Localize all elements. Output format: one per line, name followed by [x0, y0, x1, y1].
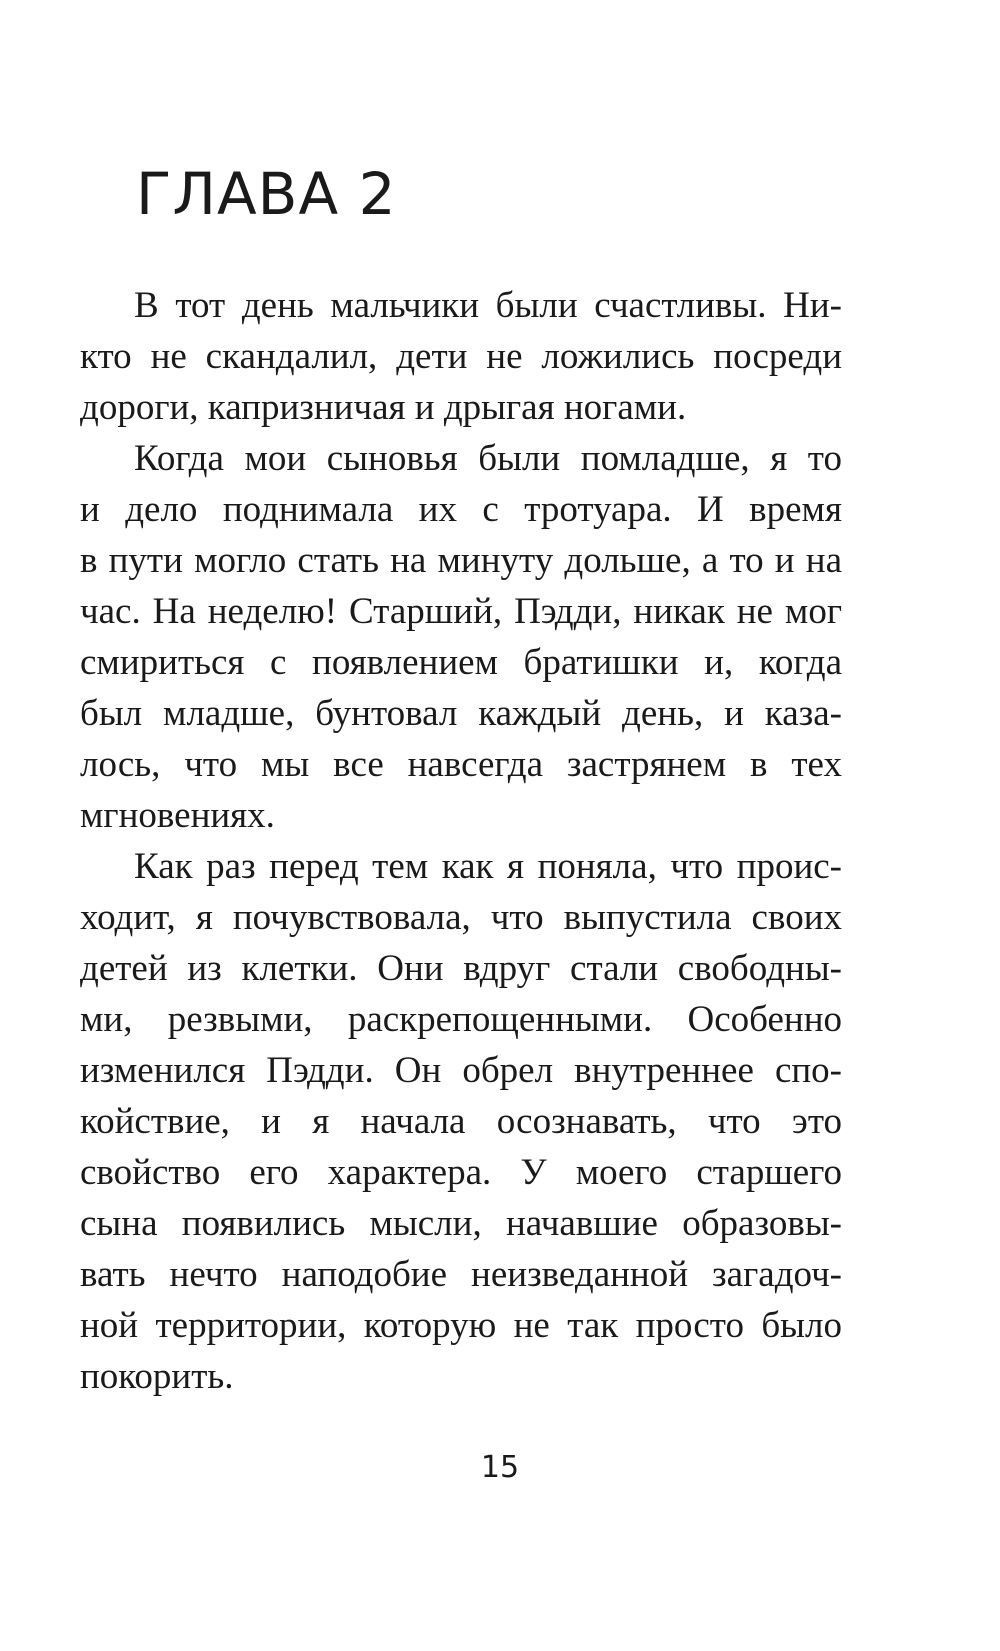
paragraph-3-line-1: Как раз перед тем как я поняла, что проис- — [134, 846, 842, 887]
paragraph-3-line-6: койствие, и я начала осознавать, что это — [80, 1101, 842, 1142]
paragraph-3-line-3: детей из клетки. Они вдруг стали свободны- — [80, 948, 842, 989]
paragraph-3-line-5: изменился Пэдди. Он обрел внутреннее спо- — [80, 1050, 842, 1091]
paragraph-3-line-4: ми, резвыми, раскрепощенными. Особенно — [80, 999, 842, 1040]
paragraph-2-line-1: Когда мои сыновья были помладше, я то — [134, 438, 842, 479]
paragraph-1-line-2: кто не скандалил, дети не ложились посреди — [80, 336, 842, 377]
paragraph-2-line-5: смириться с появлением братишки и, когда — [80, 642, 842, 683]
paragraph-1-line-3: дороги, капризничая и дрыгая ногами. — [80, 387, 687, 428]
paragraph-2-line-3: в пути могло стать на минуту дольше, а то и на — [80, 540, 842, 581]
page-number: 15 — [480, 1450, 520, 1485]
paragraph-2-line-4: час. На неделю! Старший, Пэдди, никак не мог — [80, 591, 842, 632]
paragraph-2-line-6: был младше, бунтовал каждый день, и каза- — [80, 693, 842, 734]
paragraph-1-line-1: В тот день мальчики были счастливы. Ни- — [134, 285, 842, 326]
paragraph-3-line-11: покорить. — [80, 1356, 234, 1397]
paragraph-3-line-2: ходит, я почувствовала, что выпустила своих — [80, 897, 842, 938]
paragraph-2-line-7: лось, что мы все навсегда застрянем в тех — [80, 744, 842, 785]
paragraph-2-line-2: и дело поднимала их с тротуара. И время — [80, 489, 842, 530]
paragraph-3-line-9: вать нечто наподобие неизведанной загадоч- — [80, 1254, 842, 1295]
chapter-title: ГЛАВА 2 — [136, 160, 397, 228]
paragraph-2-line-8: мгновениях. — [80, 795, 275, 836]
paragraph-3-line-10: ной территории, которую не так просто было — [80, 1305, 842, 1346]
paragraph-3-line-7: свойство его характера. У моего старшего — [80, 1152, 842, 1193]
paragraph-3-line-8: сына появились мысли, начавшие образовы- — [80, 1203, 842, 1244]
